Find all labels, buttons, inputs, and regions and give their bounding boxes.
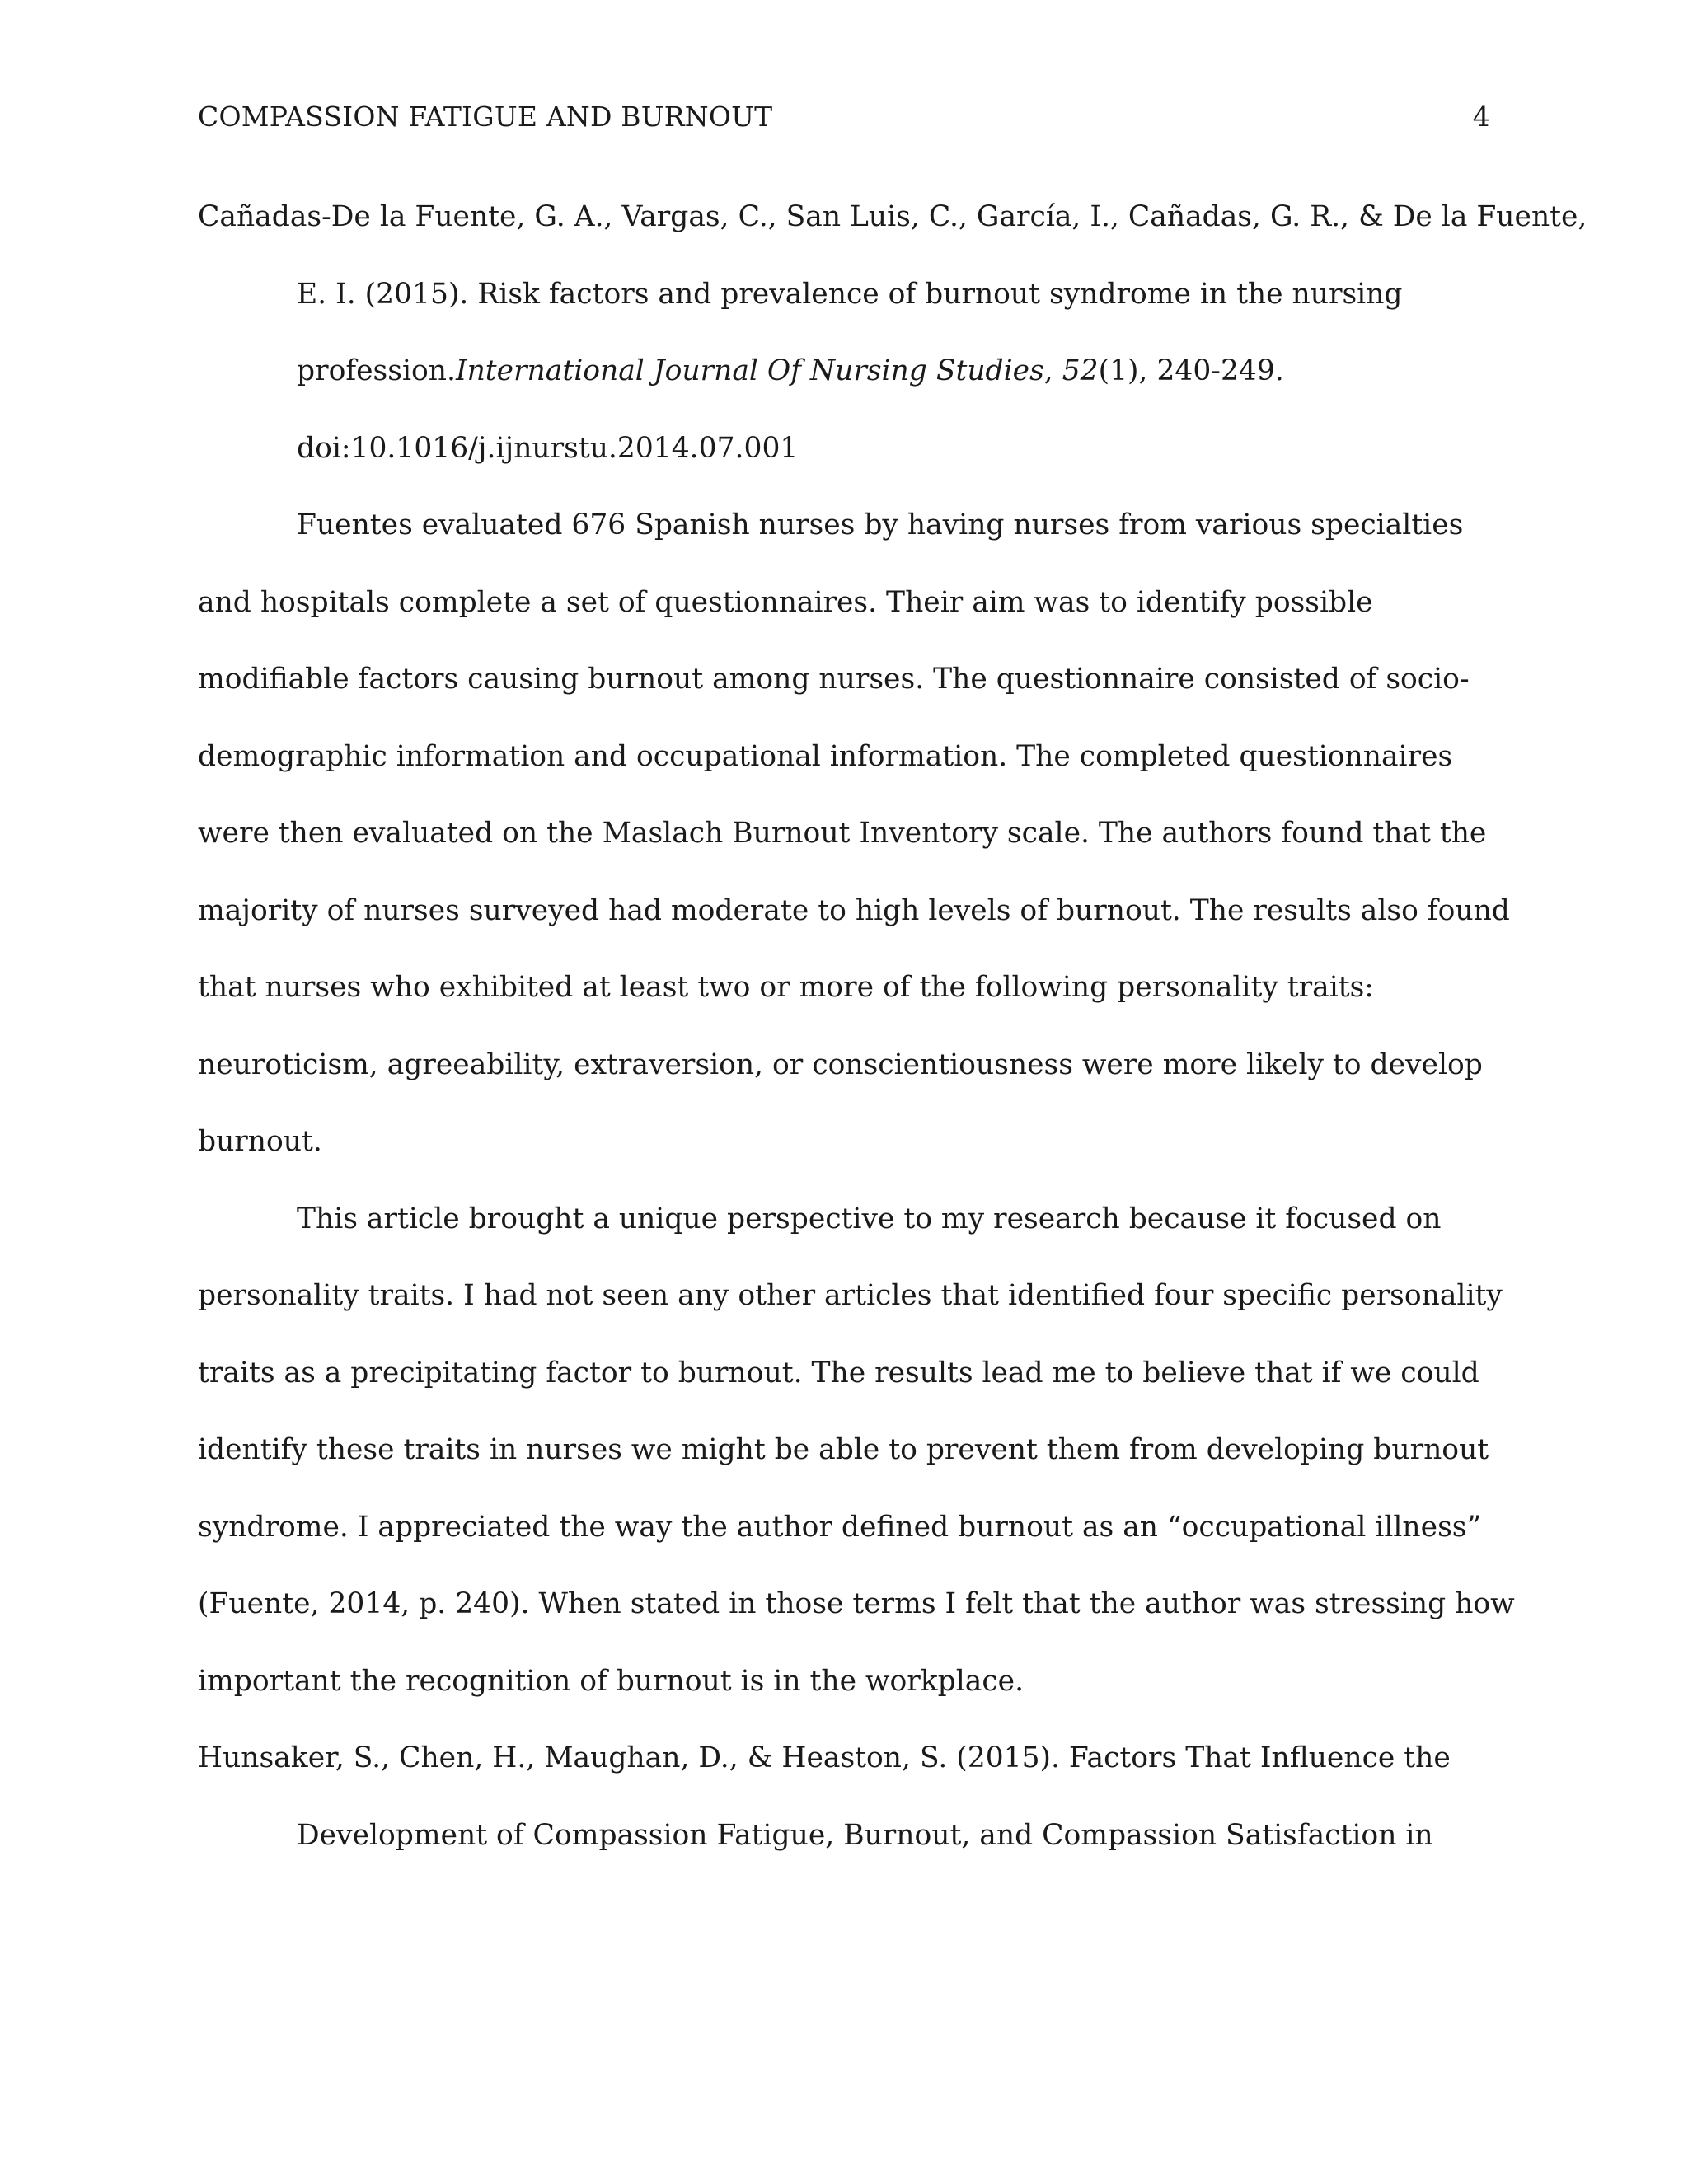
- paragraph-2-line: (Fuente, 2014, p. 240). When stated in those terms I felt that the author was stressing how: [198, 1587, 1515, 1620]
- paragraph-2-line: identify these traits in nurses we might be able to prevent them from developing burnout: [198, 1433, 1489, 1466]
- paragraph-1-line: majority of nurses surveyed had moderate to high levels of burnout. The results also found: [198, 893, 1510, 927]
- page-header: [198, 96, 1490, 137]
- reference-1-separator: ,: [1043, 354, 1062, 387]
- reference-1-prefix: profession.: [297, 354, 456, 387]
- paragraph-1-line: and hospitals complete a set of questionnaires. Their aim was to identify possible: [198, 585, 1373, 619]
- journal-volume: 52: [1062, 354, 1099, 387]
- paragraph-1-line: were then evaluated on the Maslach Burnout Inventory scale. The authors found that the: [198, 817, 1487, 850]
- paragraph-1-line: modifiable factors causing burnout among nurses. The questionnaire consisted of socio-: [198, 663, 1470, 696]
- reference-1-doi: doi:10.1016/j.ijnurstu.2014.07.001: [297, 431, 799, 465]
- reference-1-pages: (1), 240-249.: [1098, 354, 1284, 387]
- paragraph-1-line: that nurses who exhibited at least two or more of the following personality traits:: [198, 971, 1374, 1004]
- reference-1-line-1: Cañadas-De la Fuente, G. A., Vargas, C., San Luis, C., García, I., Cañadas, G. R., & De la Fuente,: [198, 200, 1587, 233]
- reference-2-line-2: Development of Compassion Fatigue, Burnout, and Compassion Satisfaction in: [297, 1818, 1433, 1852]
- running-head: COMPASSION FATIGUE AND BURNOUT: [198, 100, 773, 133]
- paragraph-1-line: demographic information and occupational information. The completed questionnaires: [198, 739, 1453, 773]
- reference-1-line-3: [198, 333, 1508, 410]
- paragraph-2-line: syndrome. I appreciated the way the author defined burnout as an “occupational illness”: [198, 1510, 1482, 1544]
- journal-title: International Journal Of Nursing Studies: [455, 354, 1044, 387]
- paragraph-1-line: burnout.: [198, 1125, 322, 1158]
- document-body: [198, 179, 1587, 1874]
- paragraph-2-line: traits as a precipitating factor to burnout. The results lead me to believe that if we could: [198, 1356, 1479, 1390]
- paragraph-2-line: personality traits. I had not seen any other articles that identified four specific personality: [198, 1279, 1503, 1312]
- paragraph-2-line: This article brought a unique perspective to my research because it focused on: [297, 1202, 1442, 1235]
- paragraph-1-line: neuroticism, agreeability, extraversion, or conscientiousness were more likely to develop: [198, 1047, 1483, 1081]
- reference-1-line-2: E. I. (2015). Risk factors and prevalence of burnout syndrome in the nursing: [297, 277, 1403, 311]
- paragraph-2-line: important the recognition of burnout is in the workplace.: [198, 1664, 1025, 1698]
- page-number: 4: [1472, 100, 1490, 133]
- reference-2-line-1: Hunsaker, S., Chen, H., Maughan, D., & Heaston, S. (2015). Factors That Influence the: [198, 1741, 1451, 1774]
- paragraph-1-line: Fuentes evaluated 676 Spanish nurses by having nurses from various specialties: [297, 509, 1464, 541]
